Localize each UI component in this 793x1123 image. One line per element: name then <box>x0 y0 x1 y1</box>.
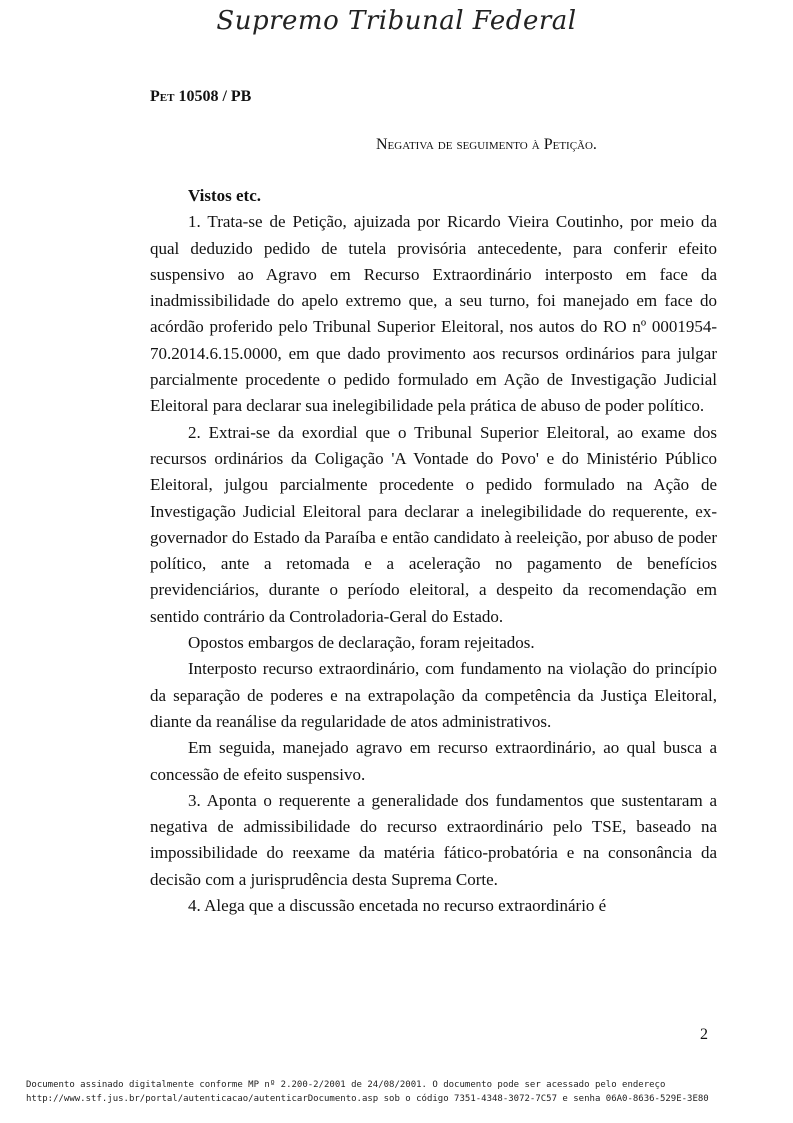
paragraph-text: Interposto recurso extraordinário, com fundamento na violação do princípio da separação de poderes e na extrapolação da competência da Justiça Eleitoral, diante da reanálise da regularidade de atos administrativos. <box>150 659 717 731</box>
case-reference: Pet 10508 / PB <box>150 88 252 105</box>
paragraph-number: 2. <box>188 422 201 442</box>
paragraph-text: Opostos embargos de declaração, foram rejeitados. <box>188 633 535 653</box>
paragraph <box>150 788 717 893</box>
paragraph <box>150 656 717 735</box>
paragraph-text: Extrai-se da exordial que o Tribunal Superior Eleitoral, ao exame dos recursos ordinários da Coligação 'A Vontade do Povo' e do Ministério Público Eleitoral, julgou parcialmente procedente o pedido formulado na Ação de Investigação Judicial Eleitoral para declarar a inelegibilidade do requerente, ex-governador do Estado da Paraíba e então candidato à reeleição, por abuso de poder político, ante a retomada e a aceleração no pagamento de benefícios previdenciários, durante o período eleitoral, a despeito da recomendação em sentido contrário da Controladoria-Geral do Estado. <box>150 422 717 626</box>
footer-line: Documento assinado digitalmente conforme MP nº 2.200-2/2001 de 24/08/2001. O documento pode ser acessado pelo endereço <box>26 1080 666 1090</box>
decision-subject: Negativa de seguimento à Petição. <box>376 136 597 153</box>
paragraph <box>150 183 717 209</box>
paragraph <box>150 735 717 788</box>
paragraph <box>150 893 717 919</box>
paragraph-text: Em seguida, manejado agravo em recurso extraordinário, ao qual busca a concessão de efeito suspensivo. <box>150 738 717 784</box>
paragraph-text: Trata-se de Petição, ajuizada por Ricardo Vieira Coutinho, por meio da qual deduzido pedido de tutela provisória antecedente, para conferir efeito suspensivo ao Agravo em Recurso Extraordinário interposto em face da inadmissibilidade do apelo extremo que, a seu turno, foi manejado em face do acórdão proferido pelo Tribunal Superior Eleitoral, nos autos do RO nº 0001954-70.2014.6.15.0000, em que dado provimento aos recursos ordinários para julgar parcialmente procedente o pedido formulado em Ação de Investigação Judicial Eleitoral para declarar sua inelegibilidade pela prática de abuso de poder político. <box>150 212 717 416</box>
footer-line: http://www.stf.jus.br/portal/autenticacao/autenticarDocumento.asp sob o código 7351-4348-3072-7C57 e senha 06A0-8636-529E-3E80 <box>26 1093 709 1104</box>
paragraph-text: Vistos etc. <box>188 186 262 205</box>
paragraph <box>150 420 717 630</box>
paragraph-number: 1. <box>188 212 201 232</box>
paragraph <box>150 630 717 656</box>
page-number: 2 <box>700 1026 708 1043</box>
paragraph-number: 3. <box>188 790 201 810</box>
paragraph-text: Alega que a discussão encetada no recurso extraordinário é <box>204 896 607 916</box>
decision-body <box>150 183 717 919</box>
digital-signature-footer <box>26 1079 786 1106</box>
court-header: Supremo Tribunal Federal <box>216 6 577 36</box>
paragraph-text: Aponta o requerente a generalidade dos fundamentos que sustentaram a negativa de admissibilidade do recurso extraordinário pelo TSE, baseado na impossibilidade do reexame da matéria fático-probatória e na consonância da decisão com a jurisprudência desta Suprema Corte. <box>150 790 717 889</box>
paragraph-number: 4. <box>188 896 201 916</box>
paragraph <box>150 209 717 419</box>
